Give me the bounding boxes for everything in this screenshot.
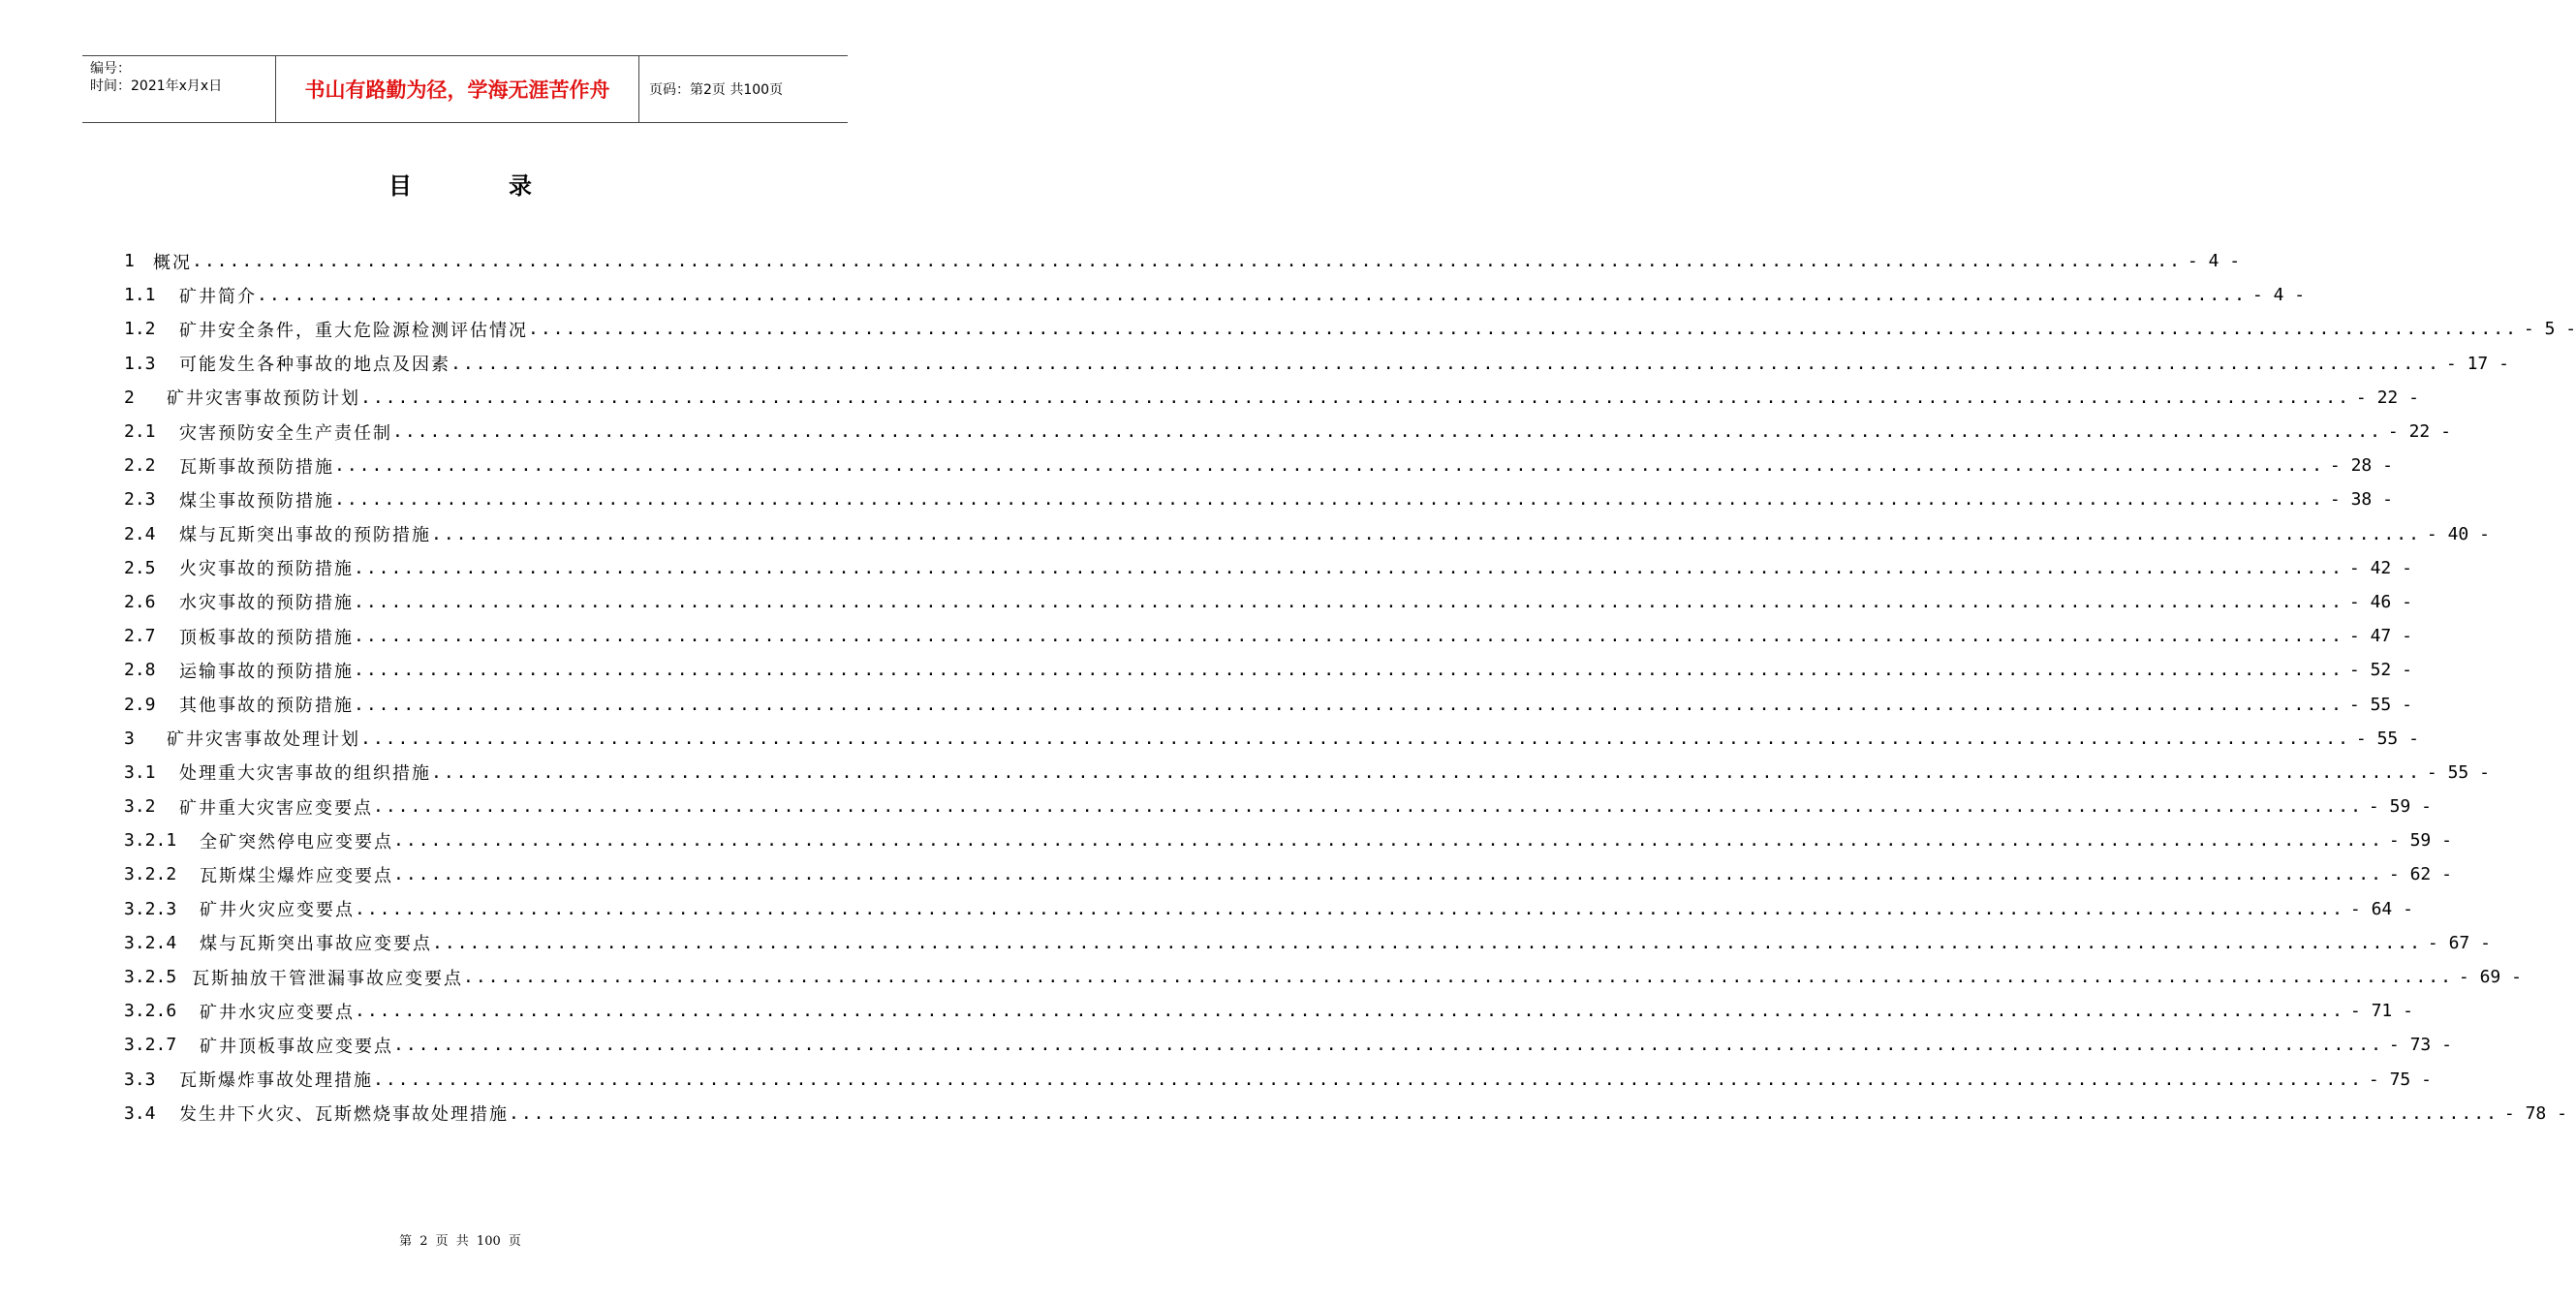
- toc-entry-page: - 38 -: [2329, 489, 2393, 511]
- toc-entry-page: - 69 -: [2458, 967, 2522, 988]
- header-motto: 书山有路勤为径，学海无涯苦作舟: [304, 78, 610, 102]
- toc-entry-number: 3.2.1: [124, 830, 177, 852]
- toc-entry-title: 煤与瓦斯突出事故的预防措施: [179, 525, 431, 546]
- toc-leader-dots: ................................................................................................................................................................: [354, 591, 2343, 612]
- toc-entry-number: 3.4: [124, 1102, 156, 1124]
- toc-entry-page: - 28 -: [2329, 455, 2393, 477]
- toc-entry[interactable]: [124, 585, 2412, 619]
- toc-leader-dots: ................................................................................................................................................................: [360, 387, 2350, 408]
- toc-entry-page: - 55 -: [2355, 728, 2419, 749]
- toc-leader-dots: ................................................................................................................................................................: [355, 1001, 2344, 1022]
- toc-entry-title: 概况: [153, 252, 192, 273]
- toc-leader-dots: ................................................................................................................................................................: [355, 898, 2344, 919]
- toc-entry-title: 瓦斯煤尘爆炸应变要点: [200, 865, 393, 886]
- toc-entry-title: 矿井灾害事故处理计划: [167, 729, 360, 751]
- toc-entry[interactable]: [124, 722, 2419, 756]
- toc-entry-number: 2.3: [124, 489, 156, 511]
- toc-leader-dots: ................................................................................................................................................................: [354, 660, 2343, 681]
- toc-leader-dots: ................................................................................................................................................................: [373, 1069, 2363, 1090]
- toc-leader-dots: ................................................................................................................................................................: [257, 285, 2247, 306]
- toc-entry-title: 水灾事故的预防措施: [179, 593, 354, 614]
- toc-entry-title: 顶板事故的预防措施: [179, 627, 354, 648]
- toc-entry-title: 瓦斯事故预防措施: [179, 456, 334, 478]
- toc-entry-page: - 71 -: [2349, 1001, 2413, 1022]
- toc-entry[interactable]: [124, 1063, 2432, 1097]
- document-time: 时间：2021年x月x日: [90, 78, 223, 94]
- toc-entry-number: 2: [124, 387, 135, 408]
- toc-entry-page: - 17 -: [2445, 353, 2509, 374]
- toc-entry-page: - 42 -: [2348, 557, 2412, 578]
- toc-entry-title: 处理重大灾害事故的组织措施: [179, 763, 431, 785]
- toc-entry-number: 3.2.2: [124, 864, 177, 885]
- toc-entry-page: - 55 -: [2426, 761, 2490, 783]
- toc-leader-dots: ................................................................................................................................................................: [431, 523, 2421, 544]
- toc-entry-title: 灾害预防安全生产责任制: [179, 422, 392, 444]
- toc-entry-title: 其他事故的预防措施: [179, 696, 354, 717]
- toc-entry-number: 2.1: [124, 421, 156, 443]
- toc-entry-title: 矿井火灾应变要点: [200, 900, 355, 921]
- toc-entry[interactable]: [124, 482, 2393, 516]
- toc-entry-title: 矿井重大灾害应变要点: [179, 797, 373, 819]
- toc-entry[interactable]: [124, 756, 2490, 790]
- toc-entry-title: 可能发生各种事故的地点及因素: [179, 355, 450, 376]
- toc-entry-number: 3.3: [124, 1069, 156, 1090]
- toc-leader-dots: ................................................................................................................................................................: [192, 251, 2182, 272]
- toc-entry-title: 煤与瓦斯突出事故应变要点: [200, 934, 432, 955]
- header-meta: [82, 56, 276, 122]
- toc-entry-number: 1.2: [124, 319, 156, 340]
- toc-entry-number: 2.8: [124, 660, 156, 681]
- toc-entry-number: 2.5: [124, 557, 156, 578]
- toc-entry[interactable]: [124, 790, 2432, 823]
- toc-entry[interactable]: [124, 517, 2490, 551]
- toc-entry[interactable]: [124, 892, 2413, 926]
- toc-leader-dots: ................................................................................................................................................................: [509, 1102, 2498, 1124]
- toc-entry[interactable]: [124, 551, 2412, 585]
- toc-entry-number: 3.2: [124, 796, 156, 818]
- toc-entry-title: 矿井灾害事故预防计划: [167, 388, 360, 410]
- toc-entry-page: - 59 -: [2388, 830, 2452, 852]
- toc-entry-title: 火灾事故的预防措施: [179, 559, 354, 580]
- page-footer: 第 2 页 共 100 页: [399, 1234, 521, 1249]
- toc-entry[interactable]: [124, 960, 2522, 994]
- toc-leader-dots: ................................................................................................................................................................: [393, 864, 2383, 885]
- toc-entry[interactable]: [124, 244, 2241, 278]
- toc-entry-number: 2.2: [124, 455, 156, 477]
- toc-entry-number: 1: [124, 251, 135, 272]
- toc-entry[interactable]: [124, 449, 2393, 482]
- toc-entry[interactable]: [124, 347, 2509, 381]
- toc-entry-page: - 59 -: [2368, 796, 2432, 818]
- toc-entry-title: 瓦斯抽放干管泄漏事故应变要点: [192, 968, 463, 989]
- toc-entry-title: 煤尘事故预防措施: [179, 490, 334, 512]
- toc-entry-page: - 40 -: [2426, 523, 2490, 544]
- toc-entry[interactable]: [124, 415, 2451, 449]
- toc-entry-number: 3.1: [124, 761, 156, 783]
- toc-entry-number: 3.2.5: [124, 967, 177, 988]
- toc-leader-dots: ................................................................................................................................................................: [393, 1035, 2383, 1056]
- toc-entry-title: 矿井水灾应变要点: [200, 1002, 355, 1023]
- toc-leader-dots: ................................................................................................................................................................: [393, 830, 2383, 852]
- toc-entry-title: 矿井顶板事故应变要点: [200, 1036, 393, 1057]
- toc-leader-dots: ................................................................................................................................................................: [392, 421, 2382, 443]
- toc-entry[interactable]: [124, 823, 2452, 857]
- toc-entry[interactable]: [124, 278, 2306, 312]
- toc-entry-page: - 22 -: [2355, 387, 2419, 408]
- toc-entry-title: 运输事故的预防措施: [179, 661, 354, 682]
- document-number-label: 编号：: [90, 61, 131, 77]
- toc-entry-page: - 78 -: [2503, 1102, 2567, 1124]
- toc-leader-dots: ................................................................................................................................................................: [528, 319, 2518, 340]
- toc-entry-number: 2.4: [124, 523, 156, 544]
- toc-leader-dots: ................................................................................................................................................................: [431, 761, 2421, 783]
- toc-entry[interactable]: [124, 687, 2412, 721]
- toc-leader-dots: ................................................................................................................................................................: [334, 455, 2324, 477]
- header-page-info: 页码：第2页 共100页: [649, 82, 784, 98]
- toc-entry[interactable]: [124, 926, 2491, 960]
- toc-entry[interactable]: [124, 312, 2576, 346]
- toc-entry[interactable]: [124, 653, 2412, 687]
- toc-entry-number: 3.2.4: [124, 932, 177, 953]
- toc-entry-number: 1.3: [124, 353, 156, 374]
- toc-leader-dots: ................................................................................................................................................................: [373, 796, 2363, 818]
- toc-entry[interactable]: [124, 1028, 2452, 1062]
- toc-leader-dots: ................................................................................................................................................................: [334, 489, 2324, 511]
- toc-entry-page: - 52 -: [2348, 660, 2412, 681]
- toc-entry[interactable]: [124, 381, 2419, 415]
- toc-entry[interactable]: [124, 857, 2452, 891]
- toc-entry-page: - 5 -: [2523, 319, 2576, 340]
- toc-entry-page: - 62 -: [2388, 864, 2452, 885]
- toc-entry-title: 矿井安全条件，重大危险源检测评估情况: [179, 320, 528, 341]
- toc-entry-page: - 75 -: [2368, 1069, 2432, 1090]
- toc-leader-dots: ................................................................................................................................................................: [354, 557, 2343, 578]
- toc-entry-page: - 67 -: [2427, 932, 2491, 953]
- toc-entry-number: 2.7: [124, 626, 156, 647]
- toc-entry-page: - 4 -: [2251, 285, 2306, 306]
- toc-leader-dots: ................................................................................................................................................................: [360, 728, 2350, 749]
- toc-entry-page: - 4 -: [2187, 251, 2241, 272]
- toc-entry[interactable]: [124, 994, 2413, 1028]
- toc-entry-title: 全矿突然停电应变要点: [200, 831, 393, 852]
- toc-entry[interactable]: [124, 1097, 2567, 1131]
- toc-entry-page: - 46 -: [2348, 591, 2412, 612]
- toc-entry-number: 2.9: [124, 694, 156, 715]
- table-of-contents: [124, 244, 2576, 1131]
- toc-entry-title: 矿井简介: [179, 286, 257, 307]
- page-header: [82, 55, 848, 123]
- toc-entry-number: 1.1: [124, 285, 156, 306]
- toc-leader-dots: ................................................................................................................................................................: [432, 932, 2422, 953]
- toc-entry-number: 3.2.6: [124, 1001, 177, 1022]
- toc-leader-dots: ................................................................................................................................................................: [463, 967, 2453, 988]
- toc-entry[interactable]: [124, 619, 2412, 653]
- toc-entry-number: 3.2.7: [124, 1035, 177, 1056]
- toc-entry-page: - 55 -: [2348, 694, 2412, 715]
- toc-leader-dots: ................................................................................................................................................................: [354, 694, 2343, 715]
- toc-entry-page: - 47 -: [2348, 626, 2412, 647]
- toc-leader-dots: ................................................................................................................................................................: [354, 626, 2343, 647]
- toc-entry-page: - 22 -: [2387, 421, 2451, 443]
- toc-entry-page: - 64 -: [2349, 898, 2413, 919]
- toc-entry-page: - 73 -: [2388, 1035, 2452, 1056]
- toc-entry-title: 瓦斯爆炸事故处理措施: [179, 1070, 373, 1092]
- toc-leader-dots: ................................................................................................................................................................: [450, 353, 2440, 374]
- toc-entry-number: 2.6: [124, 591, 156, 612]
- header-motto-cell: [276, 56, 639, 122]
- toc-entry-number: 3.2.3: [124, 898, 177, 919]
- toc-entry-title: 发生井下火灾、瓦斯燃烧事故处理措施: [179, 1104, 509, 1126]
- page-title: 目录: [388, 172, 629, 200]
- toc-entry-number: 3: [124, 728, 135, 749]
